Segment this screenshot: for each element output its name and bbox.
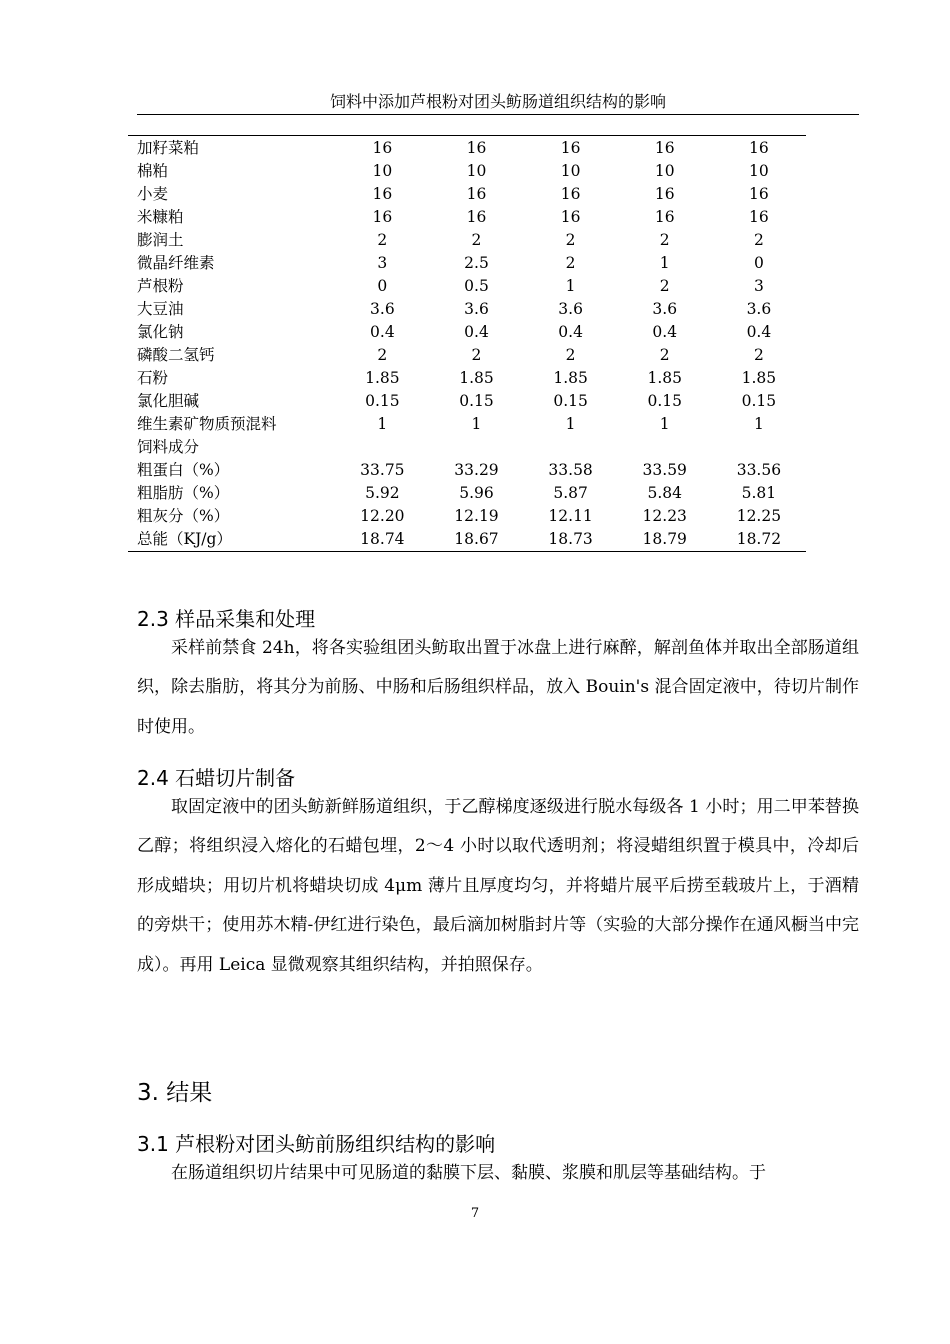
group-5-value-cell: 33.56 bbox=[736, 461, 782, 479]
header-rule bbox=[137, 114, 859, 115]
group-1-value-cell: 0.15 bbox=[365, 392, 400, 410]
group-3-value-cell: 1.85 bbox=[553, 369, 588, 387]
section-2-3-text: 采样前禁食 24h，将各实验组团头鲂取出置于冰盘上进行麻醉，解剖鱼体并取出全部肠道组织，除去脂肪，将其分为前肠、中肠和后肠组织样品，放入 Bouin's 混合固定液中，待切片制作时使用。 bbox=[137, 638, 859, 737]
group-1-value-cell: 16 bbox=[372, 208, 393, 226]
group-1-value-cell: 3.6 bbox=[370, 300, 395, 318]
group-5-value-cell: 3.6 bbox=[746, 300, 772, 318]
group-5-value-cell: 1.85 bbox=[741, 369, 777, 387]
group-2-value-cell: 10 bbox=[466, 162, 487, 180]
group-1-value-cell: 10 bbox=[372, 162, 393, 180]
group-5-value-cell: 0 bbox=[753, 254, 764, 272]
group-5-value-cell: 18.72 bbox=[736, 530, 782, 548]
group-2-value-cell: 0.5 bbox=[464, 277, 489, 295]
group-2-value-cell: 1 bbox=[471, 415, 482, 433]
group-5-value-cell: 2 bbox=[753, 346, 764, 364]
group-3-value-cell: 5.87 bbox=[553, 484, 588, 502]
group-2-value-cell: 0.15 bbox=[459, 392, 494, 410]
ingredient-name-cell: 大豆油 bbox=[137, 300, 184, 318]
table-body bbox=[128, 136, 806, 552]
group-4-value-cell: 3.6 bbox=[652, 300, 678, 318]
group-3-value-cell: 1 bbox=[565, 277, 576, 295]
group-1-value-cell: 16 bbox=[372, 139, 393, 157]
group-2-value-cell: 0.4 bbox=[464, 323, 489, 341]
group-4-value-cell: 16 bbox=[654, 185, 675, 203]
group-3-value-cell bbox=[524, 436, 618, 459]
group-1-value-cell: 33.75 bbox=[360, 461, 405, 479]
table-row bbox=[128, 275, 806, 298]
group-4-value-cell: 0.4 bbox=[652, 323, 678, 341]
group-2-value-cell: 12.19 bbox=[454, 507, 499, 525]
table-row bbox=[128, 413, 806, 436]
group-4-value-cell: 1.85 bbox=[647, 369, 682, 387]
group-2-value-cell: 16 bbox=[466, 185, 487, 203]
group-3-value-cell: 1 bbox=[565, 415, 576, 433]
table-row bbox=[128, 482, 806, 505]
group-3-value-cell: 0.4 bbox=[558, 323, 583, 341]
group-1-value-cell: 2 bbox=[377, 231, 388, 249]
section-3-1-text: 在肠道组织切片结果中可见肠道的黏膜下层、黏膜、浆膜和肌层等基础结构。于 bbox=[171, 1163, 766, 1183]
group-5-value-cell: 2 bbox=[753, 231, 764, 249]
group-3-value-cell: 16 bbox=[560, 208, 581, 226]
group-3-value-cell: 2 bbox=[565, 346, 576, 364]
group-1-value-cell: 16 bbox=[372, 185, 393, 203]
table-row bbox=[128, 298, 806, 321]
ingredient-name-cell: 微晶纤维素 bbox=[137, 254, 215, 272]
group-5-value-cell: 3 bbox=[753, 277, 764, 295]
group-4-value-cell: 12.23 bbox=[642, 507, 687, 525]
group-3-value-cell: 3.6 bbox=[558, 300, 583, 318]
group-2-value-cell: 18.67 bbox=[454, 530, 499, 548]
group-3-value-cell: 33.58 bbox=[548, 461, 593, 479]
group-2-value-cell: 2.5 bbox=[464, 254, 489, 272]
table-row bbox=[128, 321, 806, 344]
table-row bbox=[128, 390, 806, 413]
group-2-value-cell: 5.96 bbox=[459, 484, 494, 502]
section-2-4-text: 取固定液中的团头鲂新鲜肠道组织，于乙醇梯度逐级进行脱水每级各 1 小时；用二甲苯替换乙醇；将组织浸入熔化的石蜡包埋，2～4 小时以取代透明剂；将浸蜡组织置于模具中，冷却后形成蜡块；用切片机将蜡块切成 4μm 薄片且厚度均匀，并将蜡片展平后捞至载玻片上，于酒精的旁烘干；使用苏木精-伊红进行染色，最后滴加树脂封片等（实验的大部分操作在通风橱当中完成）。再用 Leica 显微观察其组织结构，并拍照保存。 bbox=[137, 797, 859, 975]
group-5-value-cell: 1 bbox=[753, 415, 764, 433]
group-1-value-cell: 1 bbox=[377, 415, 388, 433]
group-1-value-cell: 2 bbox=[377, 346, 388, 364]
table-row bbox=[128, 459, 806, 482]
group-2-value-cell: 2 bbox=[471, 346, 482, 364]
ingredient-name-cell: 总能（KJ/g） bbox=[137, 530, 232, 548]
ingredient-name-cell: 氯化胆碱 bbox=[137, 392, 200, 410]
group-4-value-cell: 2 bbox=[659, 277, 670, 295]
section-2-4-heading: 2.4 石蜡切片制备 bbox=[137, 766, 296, 790]
group-5-value-cell: 12.25 bbox=[736, 507, 782, 525]
section-3-1-heading: 3.1 芦根粉对团头鲂前肠组织结构的影响 bbox=[137, 1132, 496, 1156]
group-5-value-cell: 16 bbox=[749, 185, 769, 203]
ingredient-name-cell: 维生素矿物质预混料 bbox=[137, 415, 277, 433]
group-5-value-cell: 16 bbox=[749, 208, 769, 226]
group-4-value-cell bbox=[618, 436, 712, 459]
ingredient-name-cell: 饲料成分 bbox=[137, 438, 200, 456]
group-4-value-cell: 2 bbox=[659, 346, 670, 364]
group-4-value-cell: 1 bbox=[659, 415, 670, 433]
ingredient-name-cell: 粗蛋白（%） bbox=[137, 461, 230, 479]
table-row bbox=[128, 528, 806, 552]
group-3-value-cell: 2 bbox=[565, 231, 576, 249]
group-2-value-cell: 1.85 bbox=[459, 369, 494, 387]
group-4-value-cell: 1 bbox=[659, 254, 670, 272]
group-2-value-cell: 3.6 bbox=[464, 300, 489, 318]
ingredient-name-cell: 棉粕 bbox=[137, 162, 169, 180]
ingredient-name-cell: 石粉 bbox=[137, 369, 169, 387]
table-row bbox=[128, 183, 806, 206]
group-3-value-cell: 0.15 bbox=[553, 392, 588, 410]
group-5-value-cell bbox=[712, 436, 806, 459]
page-number: 7 bbox=[470, 1206, 480, 1221]
group-2-value-cell bbox=[429, 436, 523, 459]
group-1-value-cell: 1.85 bbox=[365, 369, 400, 387]
table-row bbox=[128, 436, 806, 459]
group-4-value-cell: 16 bbox=[654, 139, 675, 157]
section-3-heading: 3. 结果 bbox=[137, 1080, 213, 1106]
group-2-value-cell: 16 bbox=[466, 208, 487, 226]
group-1-value-cell: 0 bbox=[377, 277, 388, 295]
ingredient-name-cell: 芦根粉 bbox=[137, 277, 184, 295]
group-5-value-cell: 5.81 bbox=[741, 484, 777, 502]
feed-composition-table bbox=[128, 135, 806, 552]
ingredient-name-cell: 氯化钠 bbox=[137, 323, 184, 341]
table-row bbox=[128, 229, 806, 252]
ingredient-name-cell: 米糠粕 bbox=[137, 208, 184, 226]
running-head: 饲料中添加芦根粉对团头鲂肠道组织结构的影响 bbox=[329, 92, 666, 111]
group-1-value-cell: 12.20 bbox=[360, 507, 405, 525]
ingredient-name-cell: 膨润土 bbox=[137, 231, 184, 249]
group-5-value-cell: 0.4 bbox=[746, 323, 772, 341]
group-5-value-cell: 10 bbox=[749, 162, 769, 180]
group-1-value-cell bbox=[335, 436, 429, 459]
ingredient-name-cell: 小麦 bbox=[137, 185, 169, 203]
ingredient-name-cell: 粗脂肪（%） bbox=[137, 484, 230, 502]
ingredient-name-cell: 加籽菜粕 bbox=[137, 139, 200, 157]
table-row bbox=[128, 206, 806, 229]
group-4-value-cell: 10 bbox=[654, 162, 675, 180]
group-1-value-cell: 18.74 bbox=[360, 530, 405, 548]
group-1-value-cell: 3 bbox=[377, 254, 388, 272]
group-2-value-cell: 2 bbox=[471, 231, 482, 249]
group-4-value-cell: 16 bbox=[654, 208, 675, 226]
table-row bbox=[128, 367, 806, 390]
table-row bbox=[128, 344, 806, 367]
table-row bbox=[128, 136, 806, 161]
group-2-value-cell: 33.29 bbox=[454, 461, 499, 479]
section-2-3-heading: 2.3 样品采集和处理 bbox=[137, 607, 316, 631]
group-3-value-cell: 10 bbox=[560, 162, 581, 180]
group-4-value-cell: 33.59 bbox=[642, 461, 687, 479]
group-3-value-cell: 2 bbox=[565, 254, 576, 272]
group-2-value-cell: 16 bbox=[466, 139, 487, 157]
group-3-value-cell: 16 bbox=[560, 185, 581, 203]
group-4-value-cell: 2 bbox=[659, 231, 670, 249]
table-row bbox=[128, 160, 806, 183]
group-4-value-cell: 18.79 bbox=[642, 530, 687, 548]
group-5-value-cell: 16 bbox=[749, 139, 769, 157]
group-1-value-cell: 5.92 bbox=[365, 484, 400, 502]
group-3-value-cell: 16 bbox=[560, 139, 581, 157]
group-1-value-cell: 0.4 bbox=[370, 323, 395, 341]
ingredient-name-cell: 粗灰分（%） bbox=[137, 507, 230, 525]
table-row bbox=[128, 252, 806, 275]
group-3-value-cell: 12.11 bbox=[548, 507, 593, 525]
table-row bbox=[128, 505, 806, 528]
group-4-value-cell: 0.15 bbox=[647, 392, 682, 410]
ingredient-name-cell: 磷酸二氢钙 bbox=[137, 346, 215, 364]
group-4-value-cell: 5.84 bbox=[647, 484, 682, 502]
group-5-value-cell: 0.15 bbox=[741, 392, 777, 410]
group-3-value-cell: 18.73 bbox=[548, 530, 593, 548]
